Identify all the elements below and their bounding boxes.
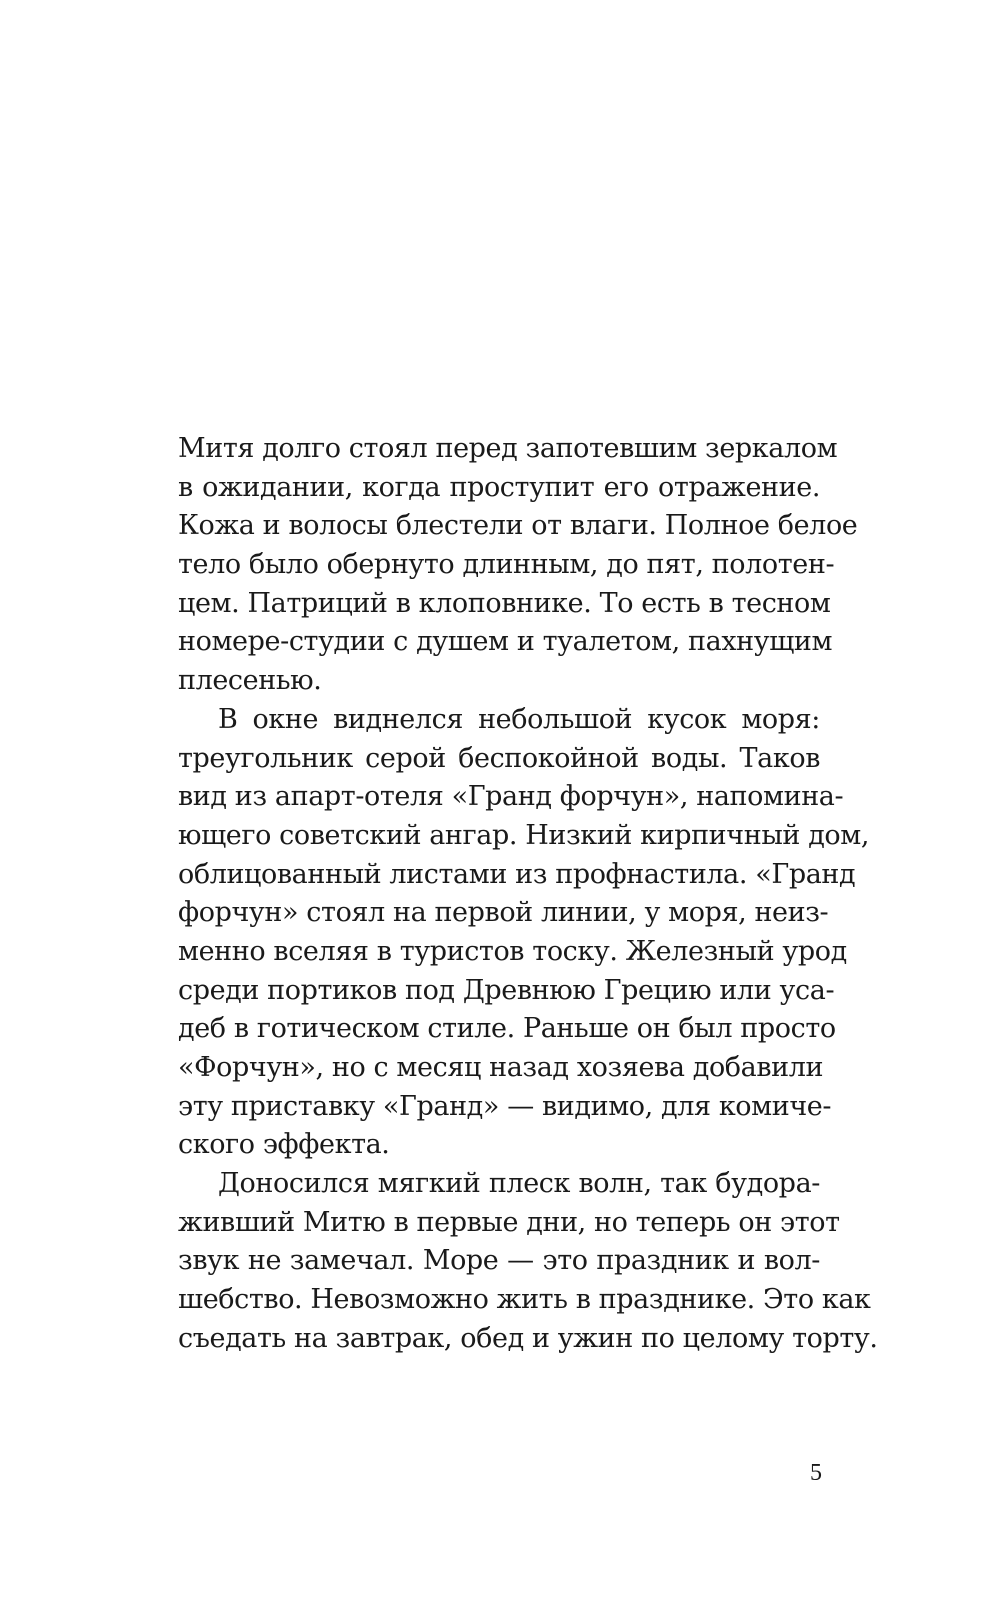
- text-line: среди портиков под Древнюю Грецию или уса-: [178, 974, 835, 1006]
- text-line: треугольник серой беспокойной воды. Таков: [178, 742, 820, 774]
- text-line: ского эффекта.: [178, 1129, 390, 1161]
- text-line: В окне виднелся небольшой кусок моря:: [218, 703, 820, 735]
- text-line: номере-студии с душем и туалетом, пахнущим: [178, 626, 833, 658]
- text-line: деб в готическом стиле. Раньше он был просто: [178, 1013, 836, 1045]
- text-line: в ожидании, когда проступит его отражение.: [178, 471, 820, 503]
- text-line: съедать на завтрак, обед и ужин по целому торту.: [178, 1322, 878, 1354]
- text-line: вид из апарт-отеля «Гранд форчун», напомина-: [178, 781, 844, 813]
- text-line: форчун» стоял на первой линии, у моря, неиз-: [178, 897, 829, 929]
- text-line: ющего советский ангар. Низкий кирпичный дом,: [178, 819, 870, 851]
- text-line: «Форчун», но с месяц назад хозяева добавили: [178, 1052, 824, 1083]
- text-line: цем. Патриций в клоповнике. То есть в тесном: [178, 587, 831, 619]
- page-number: 5: [810, 1460, 822, 1486]
- text-line: Доносился мягкий плеск волн, так будора-: [218, 1168, 820, 1200]
- text-line: менно вселяя в туристов тоску. Железный урод: [178, 935, 847, 967]
- text-line: плесенью.: [178, 665, 322, 697]
- text-line: шебство. Невозможно жить в празднике. Это как: [178, 1284, 871, 1316]
- text-line: живший Митю в первые дни, но теперь он этот: [178, 1206, 840, 1238]
- text-line: Митя долго стоял перед запотевшим зеркалом: [178, 433, 838, 464]
- text-line: тело было обернуто длинным, до пят, полотен-: [178, 549, 835, 581]
- text-line: эту приставку «Гранд» — видимо, для комиче-: [178, 1090, 832, 1122]
- body-text: [178, 430, 878, 1359]
- text-line: звук не замечал. Море — это праздник и вол-: [178, 1245, 820, 1277]
- text-line: Кожа и волосы блестели от влаги. Полное белое: [178, 510, 858, 542]
- text-line: облицованный листами из профнастила. «Гранд: [178, 858, 856, 890]
